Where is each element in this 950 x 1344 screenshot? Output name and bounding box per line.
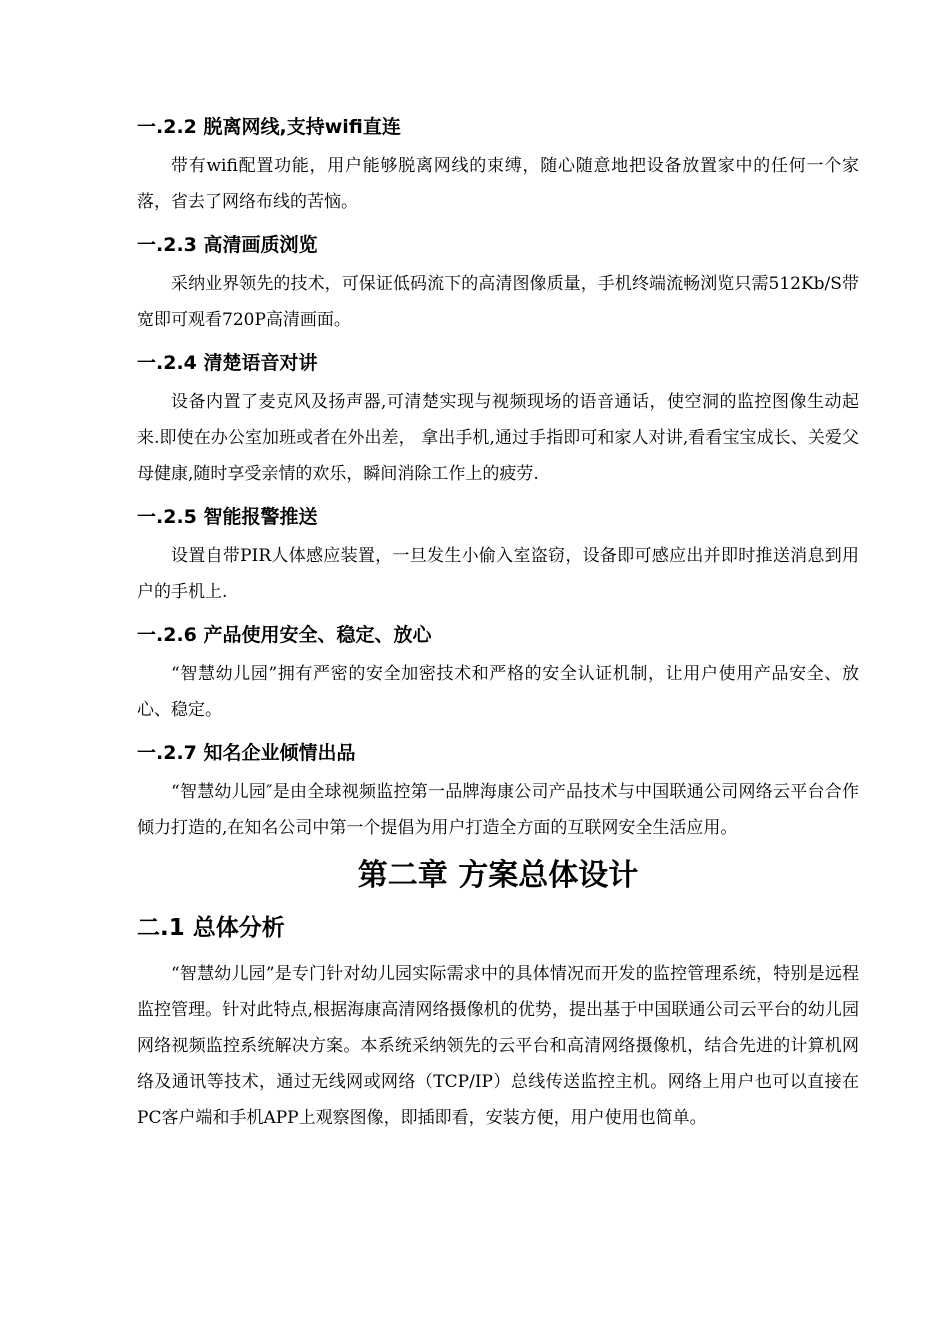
section-alarm [137, 502, 859, 610]
section-heading: 一.2.5 智能报警推送 [137, 506, 318, 528]
section-security [137, 620, 859, 728]
section-voice [137, 348, 859, 492]
section-heading: 一.2.3 高清画质浏览 [137, 234, 318, 256]
chapter-section-heading: 二.1 总体分析 [137, 915, 285, 941]
page-content [137, 112, 859, 1136]
section-heading: 一.2.6 产品使用安全、稳定、放心 [137, 624, 432, 646]
section-hd [137, 230, 859, 338]
section-paragraph: 带有wifi配置功能，用户能够脱离网线的束缚，随心随意地把设备放置家中的任何一个家落，省去了网络布线的苦恼。 [137, 156, 859, 212]
section-paragraph: 采纳业界领先的技术，可保证低码流下的高清图像质量，手机终端流畅浏览只需512Kb/S带宽即可观看720P高清画面。 [137, 274, 859, 330]
chapter-title: 第二章 方案总体设计 [357, 858, 639, 893]
section-paragraph: “智慧幼儿园”拥有严密的安全加密技术和严格的安全认证机制，让用户使用产品安全、放心、稳定。 [137, 664, 859, 720]
section-paragraph: 设备内置了麦克风及扬声器,可清楚实现与视频现场的语音通话，使空洞的监控图像生动起来.即使在办公室加班或者在外出差， 拿出手机,通过手指即可和家人对讲,看看宝宝成长、关爱父母健康,随时享受亲情的欢乐，瞬间消除工作上的疲劳. [137, 392, 859, 484]
section-wifi [137, 112, 859, 220]
section-paragraph: “智慧幼儿园″是由全球视频监控第一品牌海康公司产品技术与中国联通公司网络云平台合作倾力打造的,在知名公司中第一个提倡为用户打造全方面的互联网安全生活应用。 [137, 782, 859, 838]
section-heading: 一.2.4 清楚语音对讲 [137, 352, 318, 374]
section-enterprise [137, 738, 859, 846]
chapter-section-paragraph: “智慧幼儿园”是专门针对幼儿园实际需求中的具体情况而开发的监控管理系统，特别是远程监控管理。针对此特点,根据海康高清网络摄像机的优势，提出基于中国联通公司云平台的幼儿园网络视频监控系统解决方案。本系统采纳领先的云平台和高清网络摄像机，结合先进的计算机网络及通讯等技术，通过无线网或网络（TCP/IP）总线传送监控主机。网络上用户也可以直接在PC客户端和手机APP上观察图像，即插即看，安装方便，用户使用也简单。 [137, 964, 859, 1128]
section-heading: 一.2.7 知名企业倾情出品 [137, 742, 356, 764]
section-paragraph: 设置自带PIR人体感应装置，一旦发生小偷入室盗窃，设备即可感应出并即时推送消息到用户的手机上. [137, 546, 859, 602]
section-heading: 一.2.2 脱离网线,支持wifi直连 [137, 116, 401, 138]
